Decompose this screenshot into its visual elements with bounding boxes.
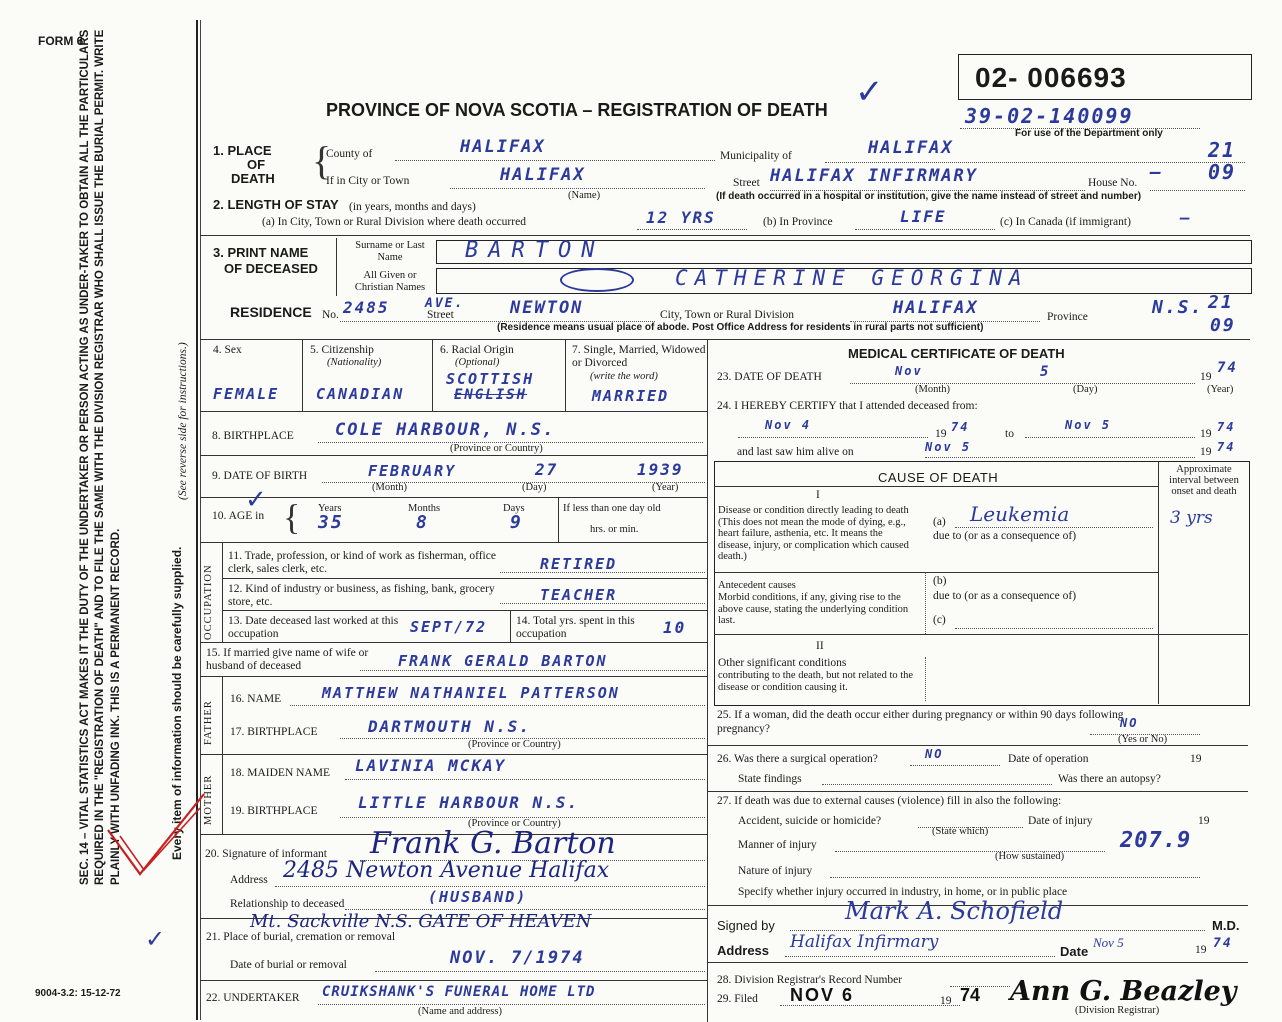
total-years-value: 10 xyxy=(663,618,687,637)
marital-value: MARRIED xyxy=(592,387,670,405)
residence-street: NEWTON xyxy=(510,298,584,318)
street-value: HALIFAX INFIRMARY xyxy=(770,166,978,186)
municipality-value: HALIFAX xyxy=(868,138,954,158)
mother-maiden-value: LAVINIA MCKAY xyxy=(355,756,507,775)
physician-signature: Mark A. Schofield xyxy=(845,897,1064,925)
side-instructions: (See reverse side for instructions.) xyxy=(177,342,189,500)
cause-heading: CAUSE OF DEATH xyxy=(878,470,999,485)
age-years: 35 xyxy=(318,512,344,533)
red-check-mark xyxy=(100,790,210,880)
sex-value: FEMALE xyxy=(213,385,280,403)
dob-day: 27 xyxy=(535,460,559,479)
occupation-label: OCCUPATION xyxy=(203,564,214,640)
department-note: For use of the Department only xyxy=(1015,128,1163,139)
registration-number: 02- 006693 xyxy=(975,62,1127,93)
footer-code: 9004-3.2: 15-12-72 xyxy=(35,988,121,999)
medical-heading: MEDICAL CERTIFICATE OF DEATH xyxy=(848,346,1065,361)
informant-address: 2485 Newton Avenue Halifax xyxy=(283,858,610,883)
cause-a-value: Leukemia xyxy=(970,502,1070,526)
relationship-value: (HUSBAND) xyxy=(428,888,528,906)
undertaker-value: CRUIKSHANK'S FUNERAL HOME LTD xyxy=(322,984,596,1000)
father-name-value: MATTHEW NATHANIEL PATTERSON xyxy=(322,684,620,702)
racial-value: SCOTTISH xyxy=(446,370,535,388)
side-notice: SEC. 14 – VITAL STATISTICS ACT MAKES IT THE DUTY OF THE UNDERTAKER OR PERSON ACTING AS UNDER-TAKER TO OBTAIN ALL THE PARTICULARS REQUIRED IN THE "REGISTRATION OF DEATH" AND TO FILE THE SAME WITH THE DIVISION REGISTRAR WHO SHALL ISSUE THE BURIAL PERMIT. WRITE PLAINLY WITH UNFADING INK. THIS IS A PERMANENT RECORD. xyxy=(79,29,122,885)
blue-check-icon: ✓ xyxy=(145,927,166,953)
scribbled-out-mark xyxy=(560,268,634,292)
industry-value: TEACHER xyxy=(540,586,618,604)
birthplace-value: COLE HARBOUR, N.S. xyxy=(335,420,556,440)
spouse-value: FRANK GERALD BARTON xyxy=(398,652,608,670)
mother-birthplace-value: LITTLE HARBOUR N.S. xyxy=(358,793,580,812)
filed-date: NOV 6 xyxy=(790,985,855,1005)
place-heading: 1. PLACE OF DEATH xyxy=(213,143,275,186)
place-brace: { xyxy=(312,138,332,183)
father-birthplace-value: DARTMOUTH N.S. xyxy=(368,717,531,736)
trade-value: RETIRED xyxy=(540,555,618,573)
given-names-value: CATHERINE GEORGINA xyxy=(675,266,1029,290)
manner-code: 207.9 xyxy=(1120,828,1192,853)
last-worked-value: SEPT/72 xyxy=(410,618,488,636)
residence-province: N.S. xyxy=(1152,297,1204,318)
father-label: FATHER xyxy=(203,700,214,745)
dob-year: 1939 xyxy=(637,460,684,479)
age-days: 9 xyxy=(510,512,523,533)
side-every-item: Every item of information should be carefully supplied. xyxy=(170,546,184,860)
cause-a-interval: 3 yrs xyxy=(1170,508,1213,528)
county-value: HALIFAX xyxy=(460,137,546,157)
physician-address: Halifax Infirmary xyxy=(790,932,939,952)
form-number: FORM 6 xyxy=(38,34,84,48)
registrar-signature: Ann G. Beazley xyxy=(1010,976,1237,1007)
surname-value: BARTON xyxy=(465,238,605,263)
residence-city: HALIFAX xyxy=(893,298,979,318)
dob-month: FEBRUARY xyxy=(368,462,457,480)
age-months: 8 xyxy=(416,512,429,533)
residence-number: 2485 xyxy=(343,298,390,317)
burial-place-value: Mt. Sackville N.S. GATE OF HEAVEN xyxy=(250,911,592,932)
citizenship-value: CANADIAN xyxy=(316,385,405,403)
city-value: HALIFAX xyxy=(500,165,586,185)
informant-signature: Frank G. Barton xyxy=(370,826,616,861)
page-title: PROVINCE OF NOVA SCOTIA – REGISTRATION OF DEATH xyxy=(326,100,828,120)
mother-label: MOTHER xyxy=(203,774,214,825)
department-number: 39-02-140099 xyxy=(965,104,1134,128)
check-mark-icon: ✓ xyxy=(855,74,884,111)
burial-date-value: NOV. 7/1974 xyxy=(450,948,585,968)
